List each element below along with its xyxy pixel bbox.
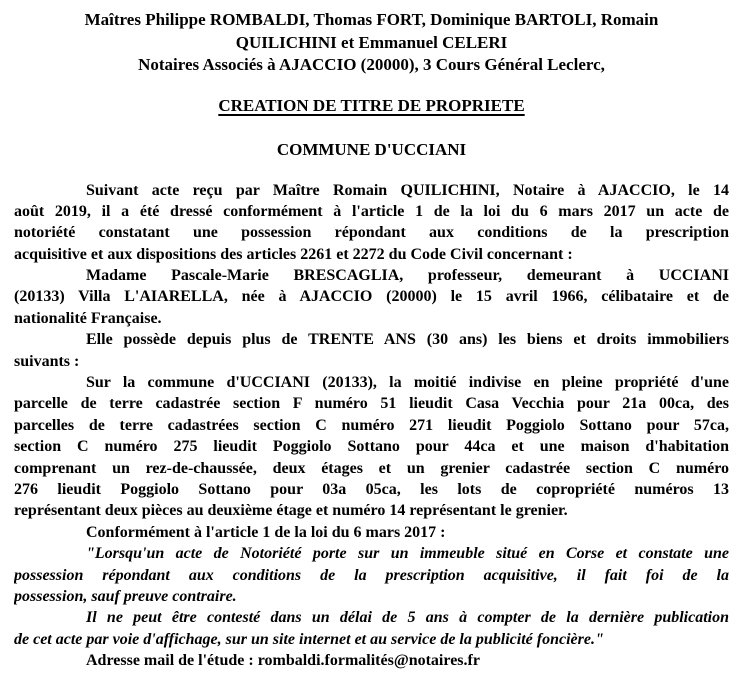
text-line: représentant deux pièces au deuxième étage et numéro 14 représentant le grenier. (14, 502, 568, 520)
letterhead (14, 9, 729, 77)
letterhead-line-1: Maîtres Philippe ROMBALDI, Thomas FORT, Dominique BARTOLI, Romain (84, 10, 659, 29)
text-line: Sur la commune d'UCCIANI (20133), la moitié indivise en pleine propriété d'une (86, 374, 729, 392)
text-line: 276 lieudit Poggiolo Sottano pour 03a 05ca, les lots de copropriété numéros 13 (14, 480, 729, 498)
text-line: de cet acte par voie d'affichage, sur un site internet et au service de la publicité foncière." (14, 630, 604, 648)
text-line: nationalité Française. (14, 309, 162, 327)
text-line: Suivant acte reçu par Maître Romain QUILICHINI, Notaire à AJACCIO, le 14 (86, 181, 729, 199)
text-line: Elle possède depuis plus de TRENTE ANS (30 ans) les biens et droits immobiliers (86, 331, 729, 349)
paragraph-citation-2 (14, 607, 729, 650)
letterhead-line-2: QUILICHINI et Emmanuel CELERI (235, 32, 508, 52)
text-line: (20133) Villa L'AIARELLA, née à AJACCIO (20000) le 15 avril 1966, célibataire et de (14, 288, 729, 306)
text-line: acquisitive et aux dispositions des articles 2261 et 2272 du Code Civil concernant : (14, 245, 573, 263)
document-body (14, 180, 729, 672)
document-title (14, 95, 729, 117)
paragraph-designation-biens (14, 372, 729, 522)
paragraph-possession-trente-ans (14, 329, 729, 372)
text-line: parcelle de terre cadastrée section F numéro 51 lieudit Casa Vecchia pour 21a 00ca, des (14, 395, 729, 413)
text-line: section C numéro 275 lieudit Poggiolo Sottano pour 44ca et une maison d'habitation (14, 438, 729, 456)
text-line: suivants : (14, 352, 80, 370)
text-line: comprenant un rez-de-chaussée, deux étages et un grenier cadastrée section C numéro (14, 459, 729, 477)
text-line: Conformément à l'article 1 de la loi du 6 mars 2017 : (86, 523, 446, 541)
text-line: Adresse mail de l'étude : rombaldi.formalités@notaires.fr (86, 652, 480, 670)
text-line: possession, sauf preuve contraire. (14, 587, 237, 605)
document-title-text: CREATION DE TITRE DE PROPRIETE (218, 95, 525, 115)
document-subtitle: COMMUNE D'UCCIANI (276, 139, 467, 159)
text-line: Il ne peut être contesté dans un délai de 5 ans à compter de la dernière publication (86, 609, 729, 627)
paragraph-acte-recu (14, 180, 729, 266)
paragraph-identite-madame (14, 265, 729, 329)
paragraph-adresse-mail (14, 650, 729, 671)
letterhead-line-3: Notaires Associés à AJACCIO (20000), 3 Cours Général Leclerc, (138, 55, 605, 74)
text-line: Madame Pascale-Marie BRESCAGLIA, professeur, demeurant à UCCIANI (86, 267, 729, 285)
text-line: possession répondant aux conditions de la prescription acquisitive, il fait foi de la (14, 566, 729, 584)
text-line: notoriété constatant une possession répondant aux conditions de la prescription (14, 224, 729, 242)
text-line: parcelles de terre cadastrées section C numéro 271 lieudit Poggiolo Sottano pour 57ca, (14, 416, 729, 434)
paragraph-citation-1 (14, 543, 729, 607)
text-line: août 2019, il a été dressé conformément à l'article 1 de la loi du 6 mars 2017 un acte de (14, 202, 729, 220)
paragraph-conformement-loi (14, 522, 729, 543)
text-line: "Lorsqu'un acte de Notoriété porte sur un immeuble situé en Corse et constate une (86, 545, 729, 563)
